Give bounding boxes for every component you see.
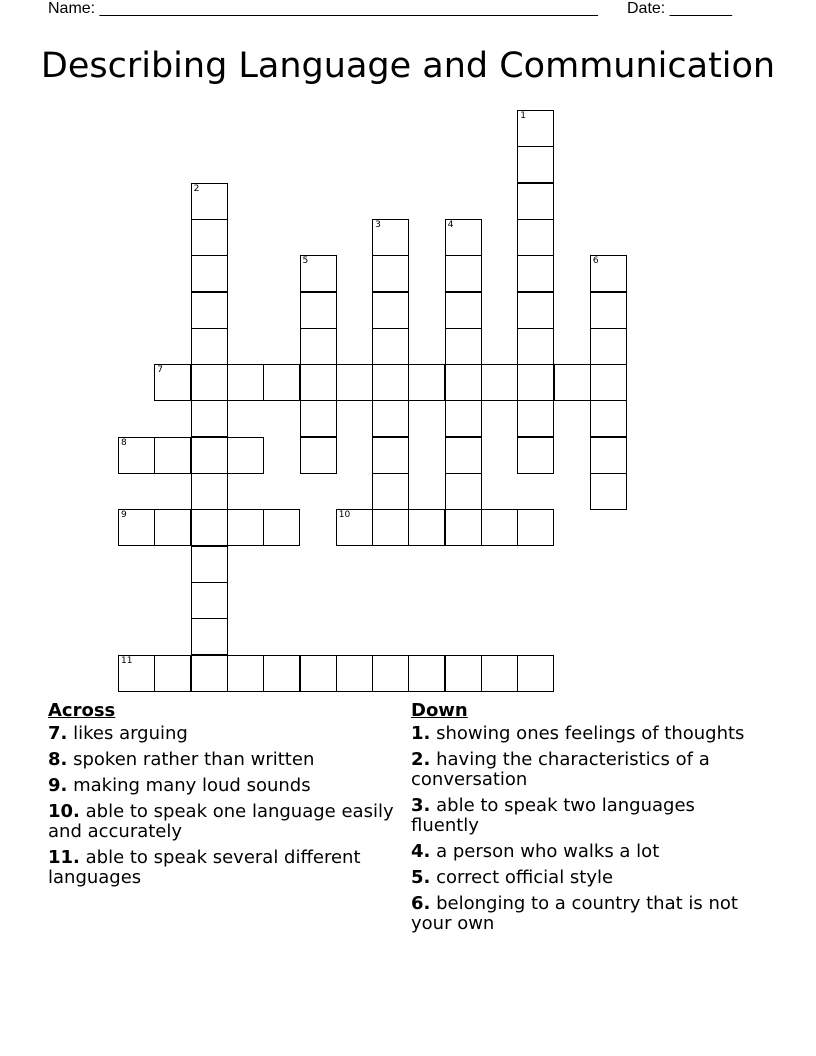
grid-cell[interactable] xyxy=(481,364,518,401)
clue-text: spoken rather than written xyxy=(73,749,315,770)
clue-text: correct official style xyxy=(436,867,614,888)
clue-number: 10. xyxy=(48,801,80,822)
clue-number: 3. xyxy=(411,795,431,816)
cell-number: 3 xyxy=(375,219,381,230)
grid-cell[interactable] xyxy=(445,473,482,510)
grid-cell[interactable] xyxy=(372,655,409,692)
down-clues xyxy=(411,699,756,940)
grid-cell[interactable] xyxy=(191,255,228,292)
grid-cell[interactable] xyxy=(590,473,627,510)
cell-number: 8 xyxy=(121,437,127,448)
grid-cell[interactable] xyxy=(445,400,482,437)
clue-text: having the characteristics of a conversation xyxy=(411,749,710,790)
grid-cell[interactable] xyxy=(300,292,337,329)
clue-number: 1. xyxy=(411,723,431,744)
grid-cell[interactable] xyxy=(445,437,482,474)
grid-cell[interactable] xyxy=(263,364,300,401)
grid-cell[interactable] xyxy=(227,364,264,401)
grid-cell[interactable] xyxy=(372,364,409,401)
clue-number: 4. xyxy=(411,841,431,862)
grid-cell[interactable] xyxy=(191,183,228,220)
grid-cell[interactable] xyxy=(154,437,191,474)
grid-cell[interactable] xyxy=(227,437,264,474)
grid-cell[interactable] xyxy=(517,110,554,147)
down-clue xyxy=(411,796,756,836)
grid-cell[interactable] xyxy=(590,364,627,401)
across-clue xyxy=(48,776,398,796)
name-field-line: Name: ________________________________________________________ xyxy=(48,0,598,17)
grid-cell[interactable] xyxy=(300,328,337,365)
clue-number: 9. xyxy=(48,775,68,796)
clue-text: able to speak two languages fluently xyxy=(411,795,695,836)
cell-number: 10 xyxy=(338,510,351,521)
down-clue-list xyxy=(411,724,756,934)
grid-cell[interactable] xyxy=(372,219,409,256)
grid-cell[interactable] xyxy=(154,509,191,546)
grid-cell[interactable] xyxy=(590,255,627,292)
clue-text: able to speak several different languages xyxy=(48,847,361,888)
grid-cell[interactable] xyxy=(590,400,627,437)
grid-cell[interactable] xyxy=(191,437,228,474)
grid-cell[interactable] xyxy=(191,400,228,437)
grid-cell[interactable] xyxy=(517,292,554,329)
clue-text: able to speak one language easily and accurately xyxy=(48,801,394,842)
clue-number: 2. xyxy=(411,749,431,770)
grid-cell[interactable] xyxy=(300,655,337,692)
cell-number: 7 xyxy=(157,365,164,376)
down-clue xyxy=(411,724,756,744)
cell-number: 6 xyxy=(592,256,599,267)
grid-cell[interactable] xyxy=(300,255,337,292)
grid-cell[interactable] xyxy=(118,509,155,546)
grid-cell[interactable] xyxy=(154,655,191,692)
clue-number: 7. xyxy=(48,723,68,744)
grid-cell[interactable] xyxy=(517,146,554,183)
grid-cell[interactable] xyxy=(372,255,409,292)
grid-cell[interactable] xyxy=(191,292,228,329)
grid-cell[interactable] xyxy=(408,509,445,546)
clue-number: 6. xyxy=(411,893,431,914)
grid-cell[interactable] xyxy=(372,437,409,474)
grid-cell[interactable] xyxy=(517,400,554,437)
grid-cell[interactable] xyxy=(517,255,554,292)
cell-number: 4 xyxy=(447,219,454,230)
grid-cell[interactable] xyxy=(445,292,482,329)
page-title: Describing Language and Communication xyxy=(40,46,776,86)
grid-cell[interactable] xyxy=(191,582,228,619)
grid-cell[interactable] xyxy=(372,509,409,546)
grid-cell[interactable] xyxy=(372,400,409,437)
grid-cell[interactable] xyxy=(191,328,228,365)
across-clue xyxy=(48,848,398,888)
grid-cell[interactable] xyxy=(372,473,409,510)
cell-number: 2 xyxy=(193,183,200,194)
grid-cell[interactable] xyxy=(445,509,482,546)
clue-text: belonging to a country that is not your own xyxy=(411,893,738,934)
grid-cell[interactable] xyxy=(590,437,627,474)
grid-cell[interactable] xyxy=(590,292,627,329)
grid-cell[interactable] xyxy=(300,437,337,474)
clue-number: 5. xyxy=(411,867,431,888)
grid-cell[interactable] xyxy=(227,655,264,692)
down-heading: Down xyxy=(411,700,468,721)
grid-cell[interactable] xyxy=(517,219,554,256)
grid-cell[interactable] xyxy=(191,473,228,510)
across-clue-list xyxy=(48,724,398,888)
down-clue xyxy=(411,894,756,934)
grid-cell[interactable] xyxy=(445,328,482,365)
cell-number: 9 xyxy=(121,510,127,521)
clue-text: making many loud sounds xyxy=(73,775,311,796)
grid-cell[interactable] xyxy=(445,255,482,292)
date-field-line: Date: _______ xyxy=(627,0,732,17)
clue-text: a person who walks a lot xyxy=(436,841,660,862)
grid-cell[interactable] xyxy=(554,364,591,401)
across-clues xyxy=(48,699,398,894)
grid-cell[interactable] xyxy=(191,509,228,546)
cell-number: 11 xyxy=(121,655,133,666)
grid-cell[interactable] xyxy=(517,364,554,401)
cell-number: 5 xyxy=(302,256,309,267)
grid-cell[interactable] xyxy=(590,328,627,365)
grid-cell[interactable] xyxy=(227,509,264,546)
down-clue xyxy=(411,750,756,790)
grid-cell[interactable] xyxy=(191,219,228,256)
clue-text: showing ones feelings of thoughts xyxy=(436,723,745,744)
grid-cell[interactable] xyxy=(336,364,373,401)
grid-cell[interactable] xyxy=(517,183,554,220)
down-clue xyxy=(411,842,756,862)
grid-cell[interactable] xyxy=(263,509,300,546)
grid-cell[interactable] xyxy=(517,437,554,474)
clue-text: likes arguing xyxy=(73,723,188,744)
grid-cell[interactable] xyxy=(263,655,300,692)
grid-cell[interactable] xyxy=(191,655,228,692)
clue-number: 8. xyxy=(48,749,68,770)
grid-cell[interactable] xyxy=(300,400,337,437)
down-clue xyxy=(411,868,756,888)
grid-cell[interactable] xyxy=(481,655,518,692)
across-clue xyxy=(48,750,398,770)
grid-cell[interactable] xyxy=(445,219,482,256)
grid-cell[interactable] xyxy=(118,655,155,692)
grid-cell[interactable] xyxy=(191,546,228,583)
grid-cell[interactable] xyxy=(517,655,554,692)
grid-cell[interactable] xyxy=(408,364,445,401)
grid-cell[interactable] xyxy=(372,328,409,365)
grid-cell[interactable] xyxy=(445,364,482,401)
clue-number: 11. xyxy=(48,847,80,868)
across-clue xyxy=(48,802,398,842)
grid-cell[interactable] xyxy=(300,364,337,401)
grid-cell[interactable] xyxy=(372,292,409,329)
grid-cell[interactable] xyxy=(445,655,482,692)
grid-cell[interactable] xyxy=(154,364,191,401)
grid-cell[interactable] xyxy=(517,328,554,365)
grid-cell[interactable] xyxy=(481,509,518,546)
grid-cell[interactable] xyxy=(336,509,373,546)
grid-cell[interactable] xyxy=(408,655,445,692)
grid-cell[interactable] xyxy=(517,509,554,546)
across-heading: Across xyxy=(48,700,116,721)
grid-cell[interactable] xyxy=(191,618,228,655)
grid-cell[interactable] xyxy=(191,364,228,401)
grid-cell[interactable] xyxy=(118,437,155,474)
cell-number: 1 xyxy=(520,111,527,121)
across-clue xyxy=(48,724,398,744)
grid-cell[interactable] xyxy=(336,655,373,692)
